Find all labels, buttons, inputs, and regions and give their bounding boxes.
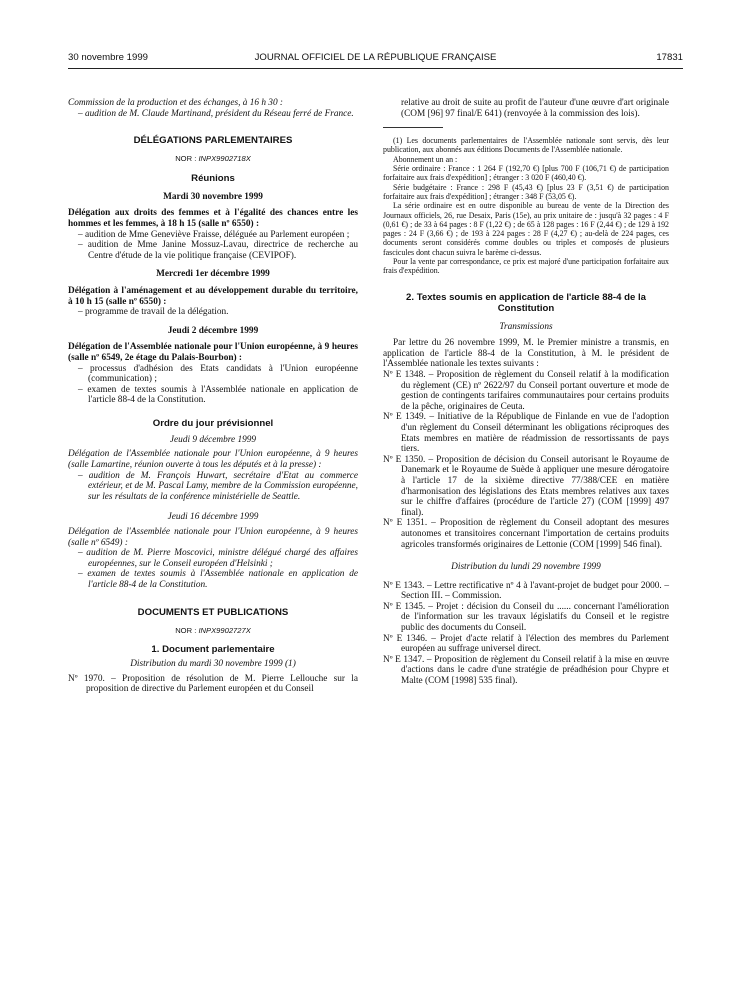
footnote-vente: La série ordinaire est en outre disponible au bureau de vente de la Direction des Journaux officiels, 26, rue Desaix, Paris (15e), au prix unitaire de : jusqu'à 32 pages : 4 F (0,61 €) ; de 33 à 64 pages : 8 F (1,22 €) ; de 65 à 128 pages : 16 F (2,44 €) ; de 129 à 192 pages : 24 F (3,66 €) ; de 193 à 224 pages : 28 F (4,27 €) ; au-delà de 224 pages, ces documents seront considérés comme doubles ou triples et composés de plusieurs fascicules dont chacun suivra le barème ci-dessus. (383, 201, 669, 257)
document-parlementaire-title: 1. Document parlementaire (151, 644, 275, 656)
delegation-ue-16: Délégation de l'Assemblée nationale pour l'Union européenne, à 9 heures (salle nº 6549) : (68, 527, 358, 548)
date-jeudi-16: Jeudi 16 décembre 1999 (167, 512, 259, 523)
ue9-item: – audition de M. François Huwart, secrétaire d'Etat au commerce extérieur, et de M. Pascal Lamy, membre de la Commission européenne, sur les résultats de la conférence ministérielle de Seattle. (78, 470, 358, 502)
commission-item: – audition de M. Claude Martinand, président du Réseau ferré de France. (78, 108, 354, 119)
journal-title: JOURNAL OFFICIEL DE LA RÉPUBLIQUE FRANÇAISE (254, 52, 497, 63)
delegation-amenagement: Délégation à l'aménagement et au développement durable du territoire, à 10 h 15 (salle nº 6550) : (68, 285, 358, 307)
nor-label: NOR : (175, 154, 197, 164)
textes-title: 2. Textes soumis en application de l'article 88-4 de la Constitution (406, 291, 646, 314)
footnote-divider (383, 127, 443, 128)
date-mardi: Mardi 30 novembre 1999 (163, 191, 263, 202)
footnote-serie-budgetaire: Série budgétaire : France : 298 F (45,43 €) [plus 23 F (3,51 €) de participation forfaitaire aux frais d'expédition] ; étranger : 348 F (53,05 €). (383, 182, 669, 201)
page-number: 17831 (656, 52, 683, 63)
distribution-mardi: Distribution du mardi 30 novembre 1999 (1) (130, 659, 296, 670)
femmes-item-2: – audition de Mme Janine Mossuz-Lavau, directrice de recherche au Centre d'étude de la vie politique française (CEVIPOF). (78, 240, 358, 261)
header-date: 30 novembre 1999 (68, 52, 149, 63)
nor-code: INPX9902727X (198, 625, 251, 635)
text-e1345: Nº E 1345. – Projet : décision du Conseil du ...... concernant l'amélioration de l'information sur les travaux législatifs du Conseil et le registre public des documents du Conseil. (383, 601, 669, 634)
nor-reference-1 (68, 154, 358, 165)
delegation-ue-9: Délégation de l'Assemblée nationale pour l'Union européenne, à 9 heures (salle Lamartine, réunion ouverte à tous les députés et à la presse) : (68, 449, 358, 471)
text-e1346: Nº E 1346. – Projet d'acte relatif à l'élection des membres du Parlement européen au suffrage universel direct. (383, 633, 669, 655)
document-1970: Nº 1970. – Proposition de résolution de M. Pierre Lellouche sur la proposition de directive du Parlement européen et du Conseil (68, 673, 358, 695)
transmissions-title: Transmissions (499, 321, 553, 332)
footnote-correspondance: Pour la vente par correspondance, ce prix est majoré d'une participation forfaitaire aux frais d'expédition. (383, 257, 669, 276)
left-column (68, 98, 358, 695)
commission-intro: Commission de la production et des échanges, à 16 h 30 : (68, 98, 284, 108)
text-e1343: Nº E 1343. – Lettre rectificative nº 4 à l'avant-projet de budget pour 2000. – Section III. – Commission. (383, 580, 669, 602)
transmissions-intro: Par lettre du 26 novembre 1999, M. le Premier ministre a transmis, en application de l'article 88-4 de la Constitution, à M. le président de l'Assemblée nationale les textes suivants : (383, 338, 669, 370)
page-header (68, 46, 683, 69)
ue16-item-1: – audition de M. Pierre Moscovici, ministre délégué chargé des affaires européennes, sur le Conseil européen d'Helsinki ; (78, 548, 358, 569)
delegation-ue: Délégation de l'Assemblée nationale pour l'Union européenne, à 9 heures (salle nº 6549, 2e étage du Palais-Bourbon) : (68, 342, 358, 363)
text-e1347: Nº E 1347. – Proposition de règlement du Conseil relatif à la mise en œuvre d'actions dans le cadre d'une stratégie de préadhésion pour Chypre et Malte (COM [1998] 535 final). (383, 654, 669, 687)
continuation-text: relative au droit de suite au profit de l'auteur d'une œuvre d'art originale (COM [96] 97 final/E 641) (renvoyée à la commission des lois). (401, 98, 669, 119)
footnote-abonnement: Abonnement un an : (393, 154, 458, 164)
ue16-item-2: – examen de textes soumis à l'Assemblée nationale en application de l'article 88-4 de la Constitution. (78, 569, 358, 590)
footnote-1: (1) Les documents parlementaires de l'Assemblée nationale sont servis, dès leur publication, aux abonnés aux éditions Documents de l'Assemblée nationale. (383, 136, 669, 155)
text-e1348: Nº E 1348. – Proposition de règlement du Conseil relatif à la modification du règlement (CE) nº 2622/97 du Conseil portant ouverture et mode de gestion de contingents tarifaires communautaires pour certains produits de la pêche, originaires de Ceuta. (383, 370, 669, 412)
right-column (383, 98, 669, 687)
date-mercredi: Mercredi 1er décembre 1999 (156, 269, 270, 280)
nor-code: INPX9902718X (198, 154, 251, 164)
ordre-du-jour-title: Ordre du jour prévisionnel (152, 417, 274, 429)
text-e1351: Nº E 1351. – Proposition de règlement du Conseil adoptant des mesures autonomes et transitoires concernant l'importation de certains produits agricoles transformés originaires de Lettonie (COM [1999] 546 final). (383, 518, 669, 550)
nor-reference-2 (68, 626, 358, 637)
footnote-serie-ordinaire: Série ordinaire : France : 1 264 F (192,70 €) [plus 700 F (106,71 €) de participation forfaitaire aux frais d'expédition] ; étranger : 3 020 F (460,40 €). (383, 164, 669, 183)
ue-item-1: – processus d'adhésion des Etats candidats à l'Union européenne (communication) ; (78, 363, 358, 385)
text-e1350: Nº E 1350. – Proposition de décision du Conseil autorisant le Royaume de Danemark et le Royaume de Suède à appliquer une mesure dérogatoire à l'article 17 de la sixième directive 77/388/CEE en matière d'harmonisation des législations des Etats membres relatives aux taxes sur le chiffre d'affaires (procédure de l'article 27) (COM [1999] 497 final). (383, 454, 669, 518)
documents-title: DOCUMENTS ET PUBLICATIONS (137, 606, 289, 618)
date-jeudi: Jeudi 2 décembre 1999 (167, 325, 259, 336)
femmes-item-1: – audition de Mme Geneviève Fraisse, déléguée au Parlement européen ; (78, 229, 350, 240)
amenagement-item: – programme de travail de la délégation. (78, 307, 229, 318)
date-jeudi-9: Jeudi 9 décembre 1999 (169, 434, 257, 445)
distribution-lundi: Distribution du lundi 29 novembre 1999 (451, 562, 601, 573)
ue-item-2: – examen de textes soumis à l'Assemblée nationale en application de l'article 88-4 de la Constitution. (78, 384, 358, 406)
text-e1349: Nº E 1349. – Initiative de la République de Finlande en vue de l'adoption d'un règlement du Conseil déterminant les obligations réciproques des Etats membres en matière de réadmission de ressortissants de pays tiers. (383, 412, 669, 455)
nor-label: NOR : (175, 625, 197, 635)
delegations-title: DÉLÉGATIONS PARLEMENTAIRES (133, 135, 293, 147)
delegation-femmes: Délégation aux droits des femmes et à l'égalité des chances entre les hommes et les femmes, à 18 h 15 (salle nº 6550) : (68, 208, 358, 229)
reunions-title: Réunions (191, 172, 235, 184)
